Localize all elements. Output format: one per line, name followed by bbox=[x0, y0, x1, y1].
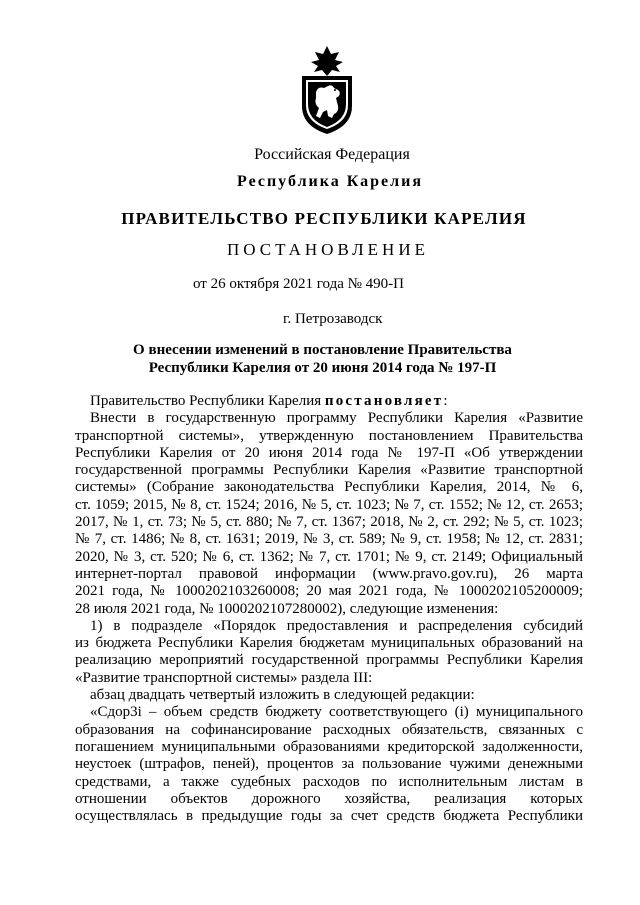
document-type: ПОСТАНОВЛЕНИЕ bbox=[226, 240, 429, 259]
karelia-coat-of-arms-icon bbox=[294, 44, 360, 136]
resolves-word: постановляет bbox=[324, 393, 444, 409]
body-line: № 7, ст. 1486; № 8, ст. 1631; 2019, № 3, ст. 589; № 9, ст. 1958; № 12, ст. 2831; bbox=[75, 531, 583, 548]
decree-date-number: от 26 октября 2021 года № 490-П bbox=[193, 276, 405, 292]
body-line: отношении объектов дорожного хозяйства, реализация которых bbox=[75, 790, 583, 807]
country-name: Российская Федерация bbox=[254, 146, 410, 163]
body-line: 28 июля 2021 года, № 1000202107280002), следующие изменения: bbox=[75, 600, 499, 617]
subject-line: Республики Карелия от 20 июня 2014 года № 197-П bbox=[148, 359, 497, 376]
republic-name: Республика Карелия bbox=[237, 173, 423, 190]
decree-body bbox=[75, 393, 583, 825]
body-line: государственной программы Республики Карелия «Развитие транспортной bbox=[75, 462, 583, 479]
body-line: неустоек (штрафов, пеней), процентов за пользование чужими денежными bbox=[75, 756, 583, 773]
government-title: ПРАВИТЕЛЬСТВО РЕСПУБЛИКИ КАРЕЛИЯ bbox=[121, 209, 527, 228]
resolves-suffix: : bbox=[443, 393, 448, 409]
body-line: «Развитие транспортной системы» раздела III: bbox=[75, 669, 373, 686]
body-line: осуществлялась в предыдущие годы за счет средств бюджета Республики bbox=[75, 808, 583, 825]
body-line: 1) в подразделе «Порядок предоставления и распределения субсидий bbox=[90, 617, 583, 634]
body-line: 2020, № 3, ст. 520; № 6, ст. 1362; № 7, ст. 1701; № 9, ст. 2149; Официальный bbox=[75, 548, 583, 565]
body-line: 2021 года, № 1000202103260008; 20 мая 2021 года, № 1000202105200009; bbox=[75, 583, 583, 600]
body-line: реализацию мероприятий государственной программы Республики Карелия bbox=[75, 652, 583, 669]
body-line: из бюджета Республики Карелия бюджетам муниципальных образований на bbox=[75, 635, 583, 652]
body-line: средствами, а также судебных расходов по исполнительным листам в bbox=[75, 773, 583, 790]
body-line: интернет-портал правовой информации (www.pravo.gov.ru), 26 марта bbox=[75, 565, 583, 582]
body-line: погашением муниципальными образованиями кредиторской задолженности, bbox=[75, 738, 583, 755]
decree-city: г. Петрозаводск bbox=[283, 311, 383, 327]
resolves-prefix: Правительство Республики Карелия bbox=[90, 393, 325, 409]
body-line: транспортной системы», утвержденную постановлением Правительства bbox=[75, 427, 583, 444]
body-line: Республики Карелия от 20 июня 2014 года № 197-П «Об утверждении bbox=[75, 444, 583, 461]
body-line: «Сдор3i – объем средств бюджету соответствующего (i) муниципального bbox=[90, 704, 583, 721]
body-line: ст. 1059; 2015, № 8, ст. 1524; 2016, № 5, ст. 1023; № 7, ст. 1552; № 12, ст. 2653; bbox=[75, 496, 583, 513]
body-line: Внести в государственную программу Республики Карелия «Развитие bbox=[90, 410, 583, 427]
body-line: абзац двадцать четвертый изложить в следующей редакции: bbox=[90, 687, 475, 704]
body-line: системы» (Собрание законодательства Республики Карелия, 2014, № 6, bbox=[75, 479, 583, 496]
resolves-line bbox=[75, 393, 583, 410]
body-line: образования на софинансирование расходных обязательств, связанных с bbox=[75, 721, 583, 738]
subject-line: О внесении изменений в постановление Правительства bbox=[133, 342, 512, 358]
decree-subject bbox=[95, 342, 550, 377]
body-line: 2017, № 1, ст. 73; № 5, ст. 880; № 7, ст. 1367; 2018, № 2, ст. 292; № 5, ст. 1023; bbox=[75, 514, 583, 531]
